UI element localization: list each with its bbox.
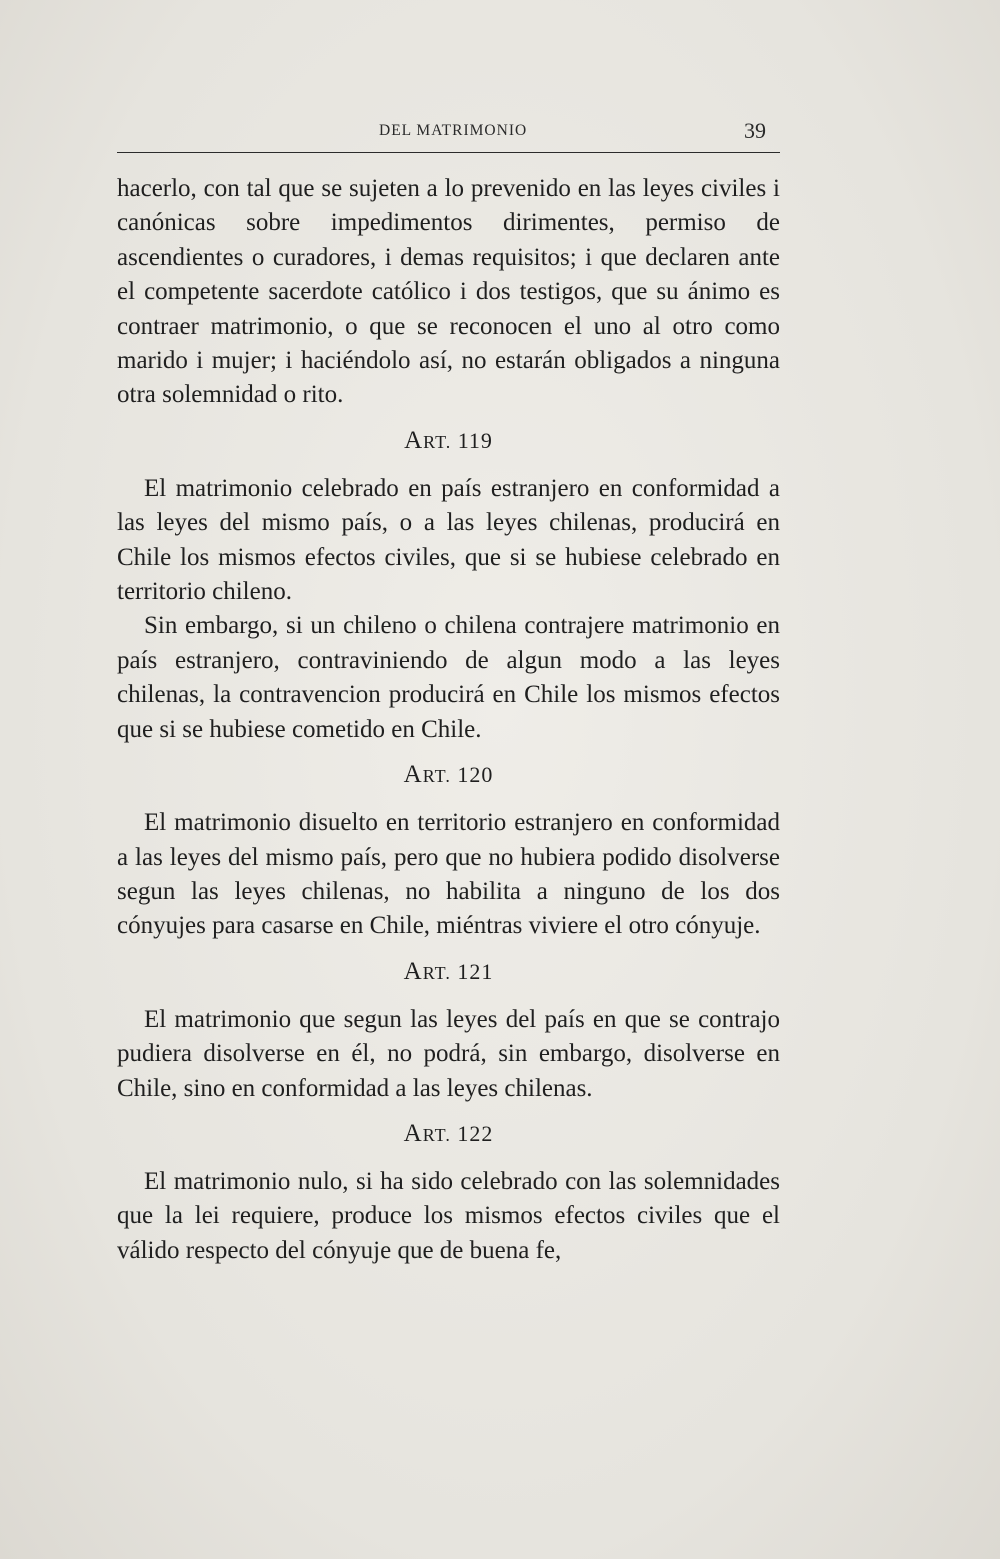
paragraph: El matrimonio nulo, si ha sido celebrado con las solemnidades que la lei requiere, produce los mismos efectos civiles que el válido respecto del cónyuje que de buena fe, — [117, 1167, 780, 1264]
paragraph: El matrimonio que segun las leyes del país en que se contrajo pudiera disolverse en él, no podrá, sin embargo, disolverse en Chile, sino en conformidad a las leyes chilenas. — [117, 1005, 780, 1102]
paragraph: El matrimonio celebrado en país estranjero en conformidad a las leyes del mismo país, o a las leyes chilenas, producirá en Chile los mismos efectos civiles, que si se hubiese celebrado en territorio chileno. — [117, 474, 780, 606]
page-number: 39 — [744, 118, 766, 143]
article-heading-119: ART. 119 — [404, 426, 493, 454]
running-head — [117, 118, 780, 153]
paragraph: hacerlo, con tal que se sujeten a lo prevenido en las leyes civiles i canónicas sobre impedimentos dirimentes, permiso de ascendientes o curadores, i demas requisitos; i que declaren ante el competente sacerdote católico i dos testigos, que su ánimo es contraer matrimonio, o que se reconocen el uno al otro como marido i mujer; i haciéndolo así, no estarán obligados a ninguna otra solemnidad o rito. — [117, 175, 780, 409]
body-text — [117, 172, 780, 1268]
running-title: DEL MATRIMONIO — [379, 122, 528, 139]
paragraph: Sin embargo, si un chileno o chilena contrajere matrimonio en país estranjero, contraviniendo de algun modo a las leyes chilenas, la contravencion producirá en Chile los mismos efectos que si se hubiese cometido en Chile. — [117, 612, 780, 743]
article-heading-120: ART. 120 — [403, 761, 494, 789]
article-heading-121: ART. 121 — [403, 957, 494, 985]
article-heading-122: ART. 122 — [403, 1119, 494, 1147]
paragraph: El matrimonio disuelto en territorio estranjero en conformidad a las leyes del mismo país, pero que no hubiera podido disolverse segun las leyes chilenas, no habilita a ninguno de los dos cónyujes para casarse en Chile, miéntras viviere el otro cónyuje. — [117, 809, 780, 940]
